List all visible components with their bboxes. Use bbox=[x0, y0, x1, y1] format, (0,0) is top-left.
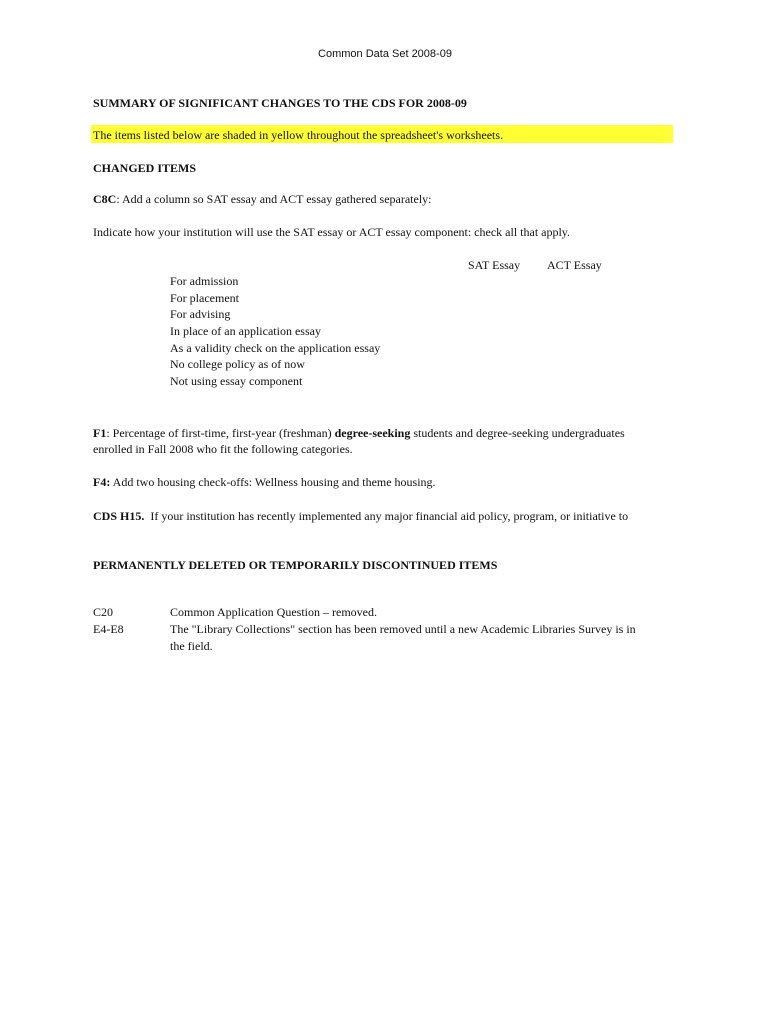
f1-line-1 bbox=[93, 426, 625, 441]
h15-code: CDS H15. bbox=[93, 509, 145, 523]
c8c-text: : Add a column so SAT essay and ACT essay gathered separately: bbox=[116, 192, 432, 206]
f4-code: F4: bbox=[93, 475, 111, 489]
h15-line bbox=[93, 509, 628, 524]
option-placement: For placement bbox=[170, 291, 239, 305]
option-application-essay: In place of an application essay bbox=[170, 324, 321, 338]
deleted-code-c20: C20 bbox=[93, 605, 114, 619]
deleted-text-c20: Common Application Question – removed. bbox=[170, 605, 377, 619]
c8c-line bbox=[93, 192, 432, 207]
h15-text: If your institution has recently implemented any major financial aid policy, program, or initiative to bbox=[144, 509, 629, 523]
deleted-code-e4e8: E4-E8 bbox=[93, 622, 124, 636]
c8c-instruction: Indicate how your institution will use the SAT essay or ACT essay component: check all that apply. bbox=[93, 225, 571, 239]
changed-items-heading: CHANGED ITEMS bbox=[93, 161, 197, 175]
f1-text-b: students and degree-seeking undergraduates bbox=[410, 426, 625, 440]
f4-text: Add two housing check-offs: Wellness housing and theme housing. bbox=[110, 475, 436, 489]
f1-text-a: : Percentage of first-time, first-year (freshman) bbox=[106, 426, 335, 440]
deleted-text-e4e8-line2: the field. bbox=[170, 639, 213, 653]
column-sat-essay: SAT Essay bbox=[468, 258, 521, 272]
f1-bold: degree-seeking bbox=[334, 426, 411, 440]
option-admission: For admission bbox=[170, 274, 239, 288]
page-header: Common Data Set 2008-09 bbox=[318, 48, 452, 60]
option-not-using: Not using essay component bbox=[170, 374, 303, 388]
highlight-note: The items listed below are shaded in yellow throughout the spreadsheet's worksheets. bbox=[93, 128, 504, 142]
column-act-essay: ACT Essay bbox=[547, 258, 602, 272]
deleted-heading: PERMANENTLY DELETED OR TEMPORARILY DISCONTINUED ITEMS bbox=[93, 558, 498, 572]
deleted-text-e4e8: The "Library Collections" section has been removed until a new Academic Libraries Survey is in bbox=[170, 622, 636, 636]
option-advising: For advising bbox=[170, 307, 231, 321]
summary-heading: SUMMARY OF SIGNIFICANT CHANGES TO THE CDS FOR 2008-09 bbox=[93, 96, 467, 110]
f1-code: F1 bbox=[93, 426, 107, 440]
f1-line-2: enrolled in Fall 2008 who fit the following categories. bbox=[93, 442, 353, 456]
f4-line bbox=[93, 475, 436, 490]
option-validity-check: As a validity check on the application essay bbox=[170, 341, 381, 355]
c8c-code: C8C bbox=[93, 192, 117, 206]
option-no-policy: No college policy as of now bbox=[170, 357, 305, 371]
